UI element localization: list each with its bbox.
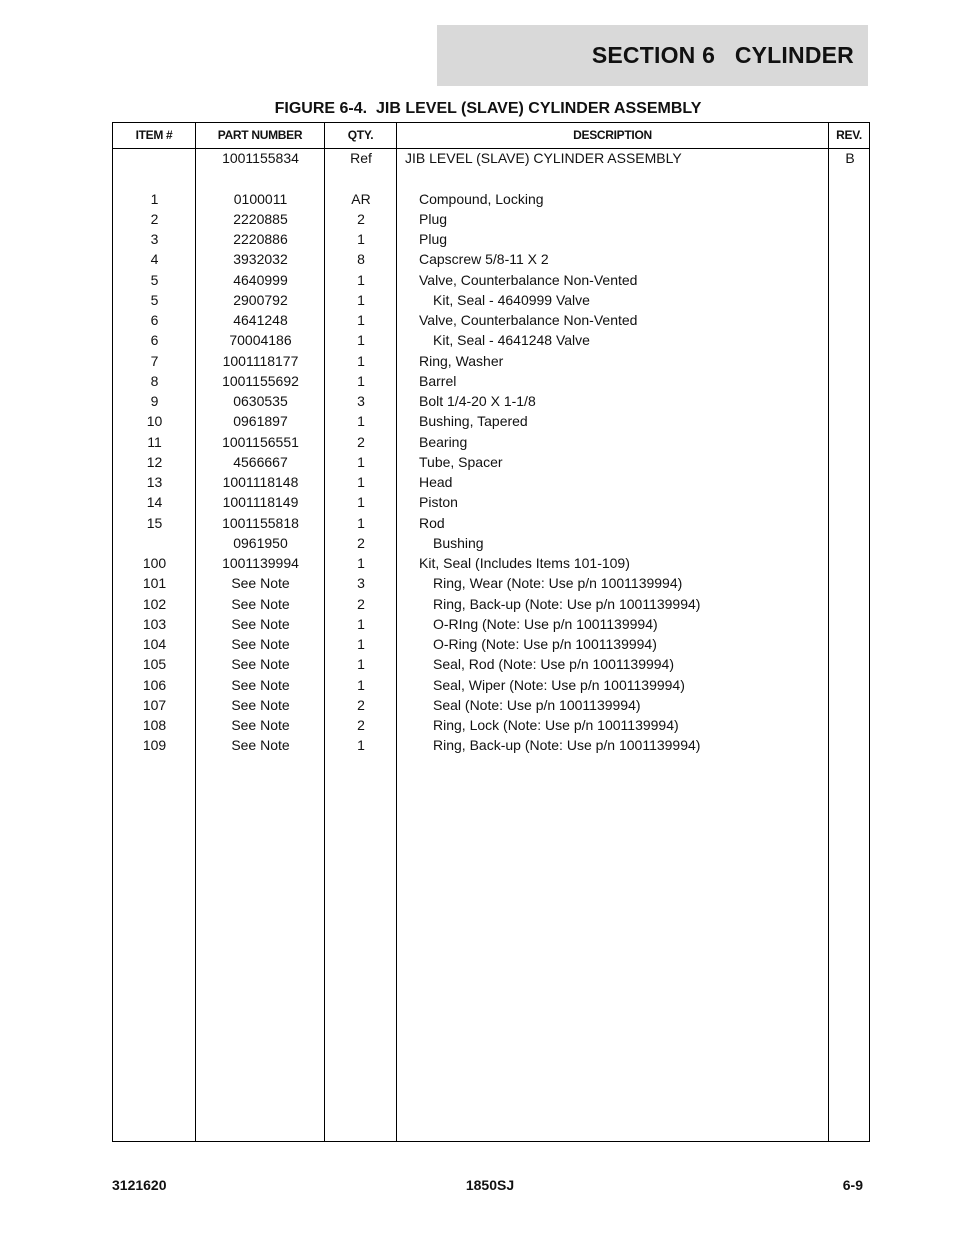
cell-item-number: 7 [150,352,159,369]
cell-item-number: 1 [150,190,159,207]
cell-quantity: 1 [357,737,365,754]
cell-item-number: 102 [142,595,167,612]
cell-part-number: See Note [231,717,290,733]
cell-description: Ring, Washer [419,352,504,369]
cell-part-number: 1001118148 [222,474,299,490]
cell-description: Ring, Back-up (Note: Use p/n 1001139994) [433,595,701,612]
table-row [113,229,869,249]
table-row [113,715,869,735]
cell-description: Bushing [433,534,484,551]
table-row [113,492,869,512]
table-row [113,391,869,411]
cell-description: Bearing [419,433,468,450]
cell-quantity: 1 [357,676,365,693]
footer-doc-number: 3121620 [112,1177,167,1193]
cell-quantity: 3 [357,393,365,409]
cell-quantity: 1 [357,332,365,349]
cell-description: Bolt 1/4-20 X 1-1/8 [419,393,536,409]
cell-quantity: 1 [357,352,365,369]
table-row [113,168,869,188]
cell-quantity: 1 [357,312,365,328]
cell-description: Bushing, Tapered [419,413,528,430]
cell-item-number: 106 [142,676,167,693]
cell-part-number: 0630535 [233,393,288,409]
cell-part-number: 4641248 [233,312,288,328]
cell-item-number: 104 [142,636,167,652]
cell-quantity: 1 [357,453,365,470]
cell-description: Capscrew 5/8-11 X 2 [419,251,549,268]
cell-revision: B [845,150,855,166]
table-row [113,270,869,290]
cell-description: JIB LEVEL (SLAVE) CYLINDER ASSEMBLY [405,150,682,166]
cell-item-number: 3 [150,231,159,247]
cell-quantity: 2 [357,595,365,612]
cell-quantity: 2 [357,696,365,713]
cell-description: Plug [419,231,448,247]
table-row [113,614,869,634]
cell-quantity: 1 [357,291,365,308]
cell-item-number: 9 [150,393,159,409]
cell-quantity: 2 [357,433,365,450]
cell-description: Ring, Lock (Note: Use p/n 1001139994) [433,717,679,733]
cell-quantity: 1 [357,271,365,288]
cell-item-number: 13 [146,474,163,490]
cell-description: Ring, Back-up (Note: Use p/n 1001139994) [433,737,701,754]
cell-item-number: 10 [146,413,163,430]
table-row [113,654,869,674]
cell-item-number: 4 [150,251,159,268]
cell-description: O-RIng (Note: Use p/n 1001139994) [433,615,658,632]
table-row [113,432,869,452]
cell-part-number: See Note [231,737,290,754]
figure-title: FIGURE 6-4. JIB LEVEL (SLAVE) CYLINDER ASSEMBLY [274,100,702,117]
cell-quantity: 2 [357,534,365,551]
table-row [113,411,869,431]
cell-item-number: 103 [142,615,167,632]
cell-part-number: 1001155834 [222,150,299,166]
cell-part-number: See Note [231,696,290,713]
cell-part-number: 4566667 [233,453,288,470]
cell-part-number: See Note [231,615,290,632]
table-row [113,695,869,715]
cell-item-number: 5 [150,271,159,288]
cell-part-number: 0100011 [233,190,288,207]
cell-part-number: See Note [231,656,290,673]
cell-item-number: 5 [150,291,159,308]
table-row [113,553,869,573]
cell-part-number: 1001118149 [222,494,299,511]
table-row [113,452,869,472]
cell-description: Valve, Counterbalance Non-Vented [419,271,638,288]
cell-description: O-Ring (Note: Use p/n 1001139994) [433,636,657,652]
cell-quantity: 1 [357,555,365,571]
parts-table [112,122,870,1142]
cell-description: Valve, Counterbalance Non-Vented [419,312,638,328]
cell-description: Ring, Wear (Note: Use p/n 1001139994) [433,575,683,592]
table-row [113,249,869,269]
cell-description: Seal, Rod (Note: Use p/n 1001139994) [433,656,675,673]
cell-quantity: 1 [357,514,365,531]
column-header-item: ITEM # [135,128,173,142]
cell-quantity: 1 [357,636,365,652]
table-row [113,594,869,614]
cell-quantity: 1 [357,231,365,247]
cell-item-number: 14 [146,494,163,511]
cell-description: Seal, Wiper (Note: Use p/n 1001139994) [433,676,685,693]
table-row [113,573,869,593]
cell-item-number: 11 [147,433,162,450]
cell-quantity: 1 [357,615,365,632]
cell-part-number: See Note [231,636,290,652]
cell-part-number: See Note [231,676,290,693]
table-row [113,290,869,310]
column-header-rev: REV. [836,128,862,142]
section-header [437,25,868,86]
column-header-qty: QTY. [347,128,374,142]
cell-quantity: 1 [357,372,365,389]
cell-quantity: 8 [357,251,365,268]
column-header-part-number: PART NUMBER [217,128,303,142]
table-row [113,533,869,553]
table-row [113,634,869,654]
table-row [113,330,869,350]
table-row [113,675,869,695]
table-row [113,735,869,755]
cell-description: Kit, Seal - 4640999 Valve [433,291,590,308]
cell-quantity: 1 [357,656,365,673]
cell-part-number: 4640999 [233,271,288,288]
table-row [113,148,869,168]
cell-quantity: 2 [357,717,365,733]
cell-description: Piston [419,494,458,511]
cell-quantity: 1 [357,413,365,430]
cell-item-number: 8 [150,372,159,389]
cell-quantity: 1 [357,494,365,511]
cell-part-number: 0961897 [233,413,288,430]
table-row [113,472,869,492]
column-header-description: DESCRIPTION [573,128,652,142]
cell-description: Tube, Spacer [419,453,503,470]
cell-quantity: 2 [357,210,365,227]
cell-part-number: 1001156551 [222,433,299,450]
cell-part-number: 1001118177 [222,352,299,369]
cell-item-number: 15 [146,514,163,531]
cell-quantity: Ref [350,150,372,166]
cell-item-number: 6 [150,312,159,328]
table-row [113,310,869,330]
table-row [113,351,869,371]
cell-item-number: 12 [146,453,163,470]
table-row [113,513,869,533]
cell-quantity: AR [351,190,371,207]
cell-item-number: 101 [142,575,167,592]
cell-part-number: 1001155818 [222,514,299,531]
cell-description: Barrel [419,372,457,389]
cell-part-number: 0961950 [233,534,288,551]
cell-part-number: 70004186 [229,332,292,349]
cell-description: Kit, Seal - 4641248 Valve [433,332,590,349]
cell-description: Kit, Seal (Includes Items 101-109) [419,555,630,571]
cell-quantity: 1 [357,474,365,490]
cell-description: Head [419,474,453,490]
cell-description: Compound, Locking [419,190,544,207]
footer-page-number: 6-9 [842,1177,863,1193]
cell-part-number: See Note [231,575,290,592]
table-row [113,371,869,391]
cell-item-number: 109 [142,737,167,754]
table-row [113,189,869,209]
cell-item-number: 100 [142,555,167,571]
cell-part-number: 2220886 [233,231,288,247]
table-row [113,209,869,229]
cell-item-number: 105 [142,656,167,673]
cell-part-number: 3932032 [233,251,288,268]
cell-quantity: 3 [357,575,365,592]
cell-item-number: 6 [150,332,159,349]
cell-part-number: 2220885 [233,210,288,227]
cell-description: Rod [419,514,445,531]
cell-item-number: 2 [150,210,159,227]
footer-model: 1850SJ [465,1177,515,1193]
cell-part-number: See Note [231,595,290,612]
cell-item-number: 108 [142,717,167,733]
section-title: SECTION 6 CYLINDER [591,42,854,68]
cell-item-number: 107 [142,696,167,713]
cell-description: Seal (Note: Use p/n 1001139994) [433,696,641,713]
cell-part-number: 1001139994 [222,555,299,571]
cell-part-number: 2900792 [233,291,288,308]
cell-description: Plug [419,210,448,227]
cell-part-number: 1001155692 [222,372,299,389]
